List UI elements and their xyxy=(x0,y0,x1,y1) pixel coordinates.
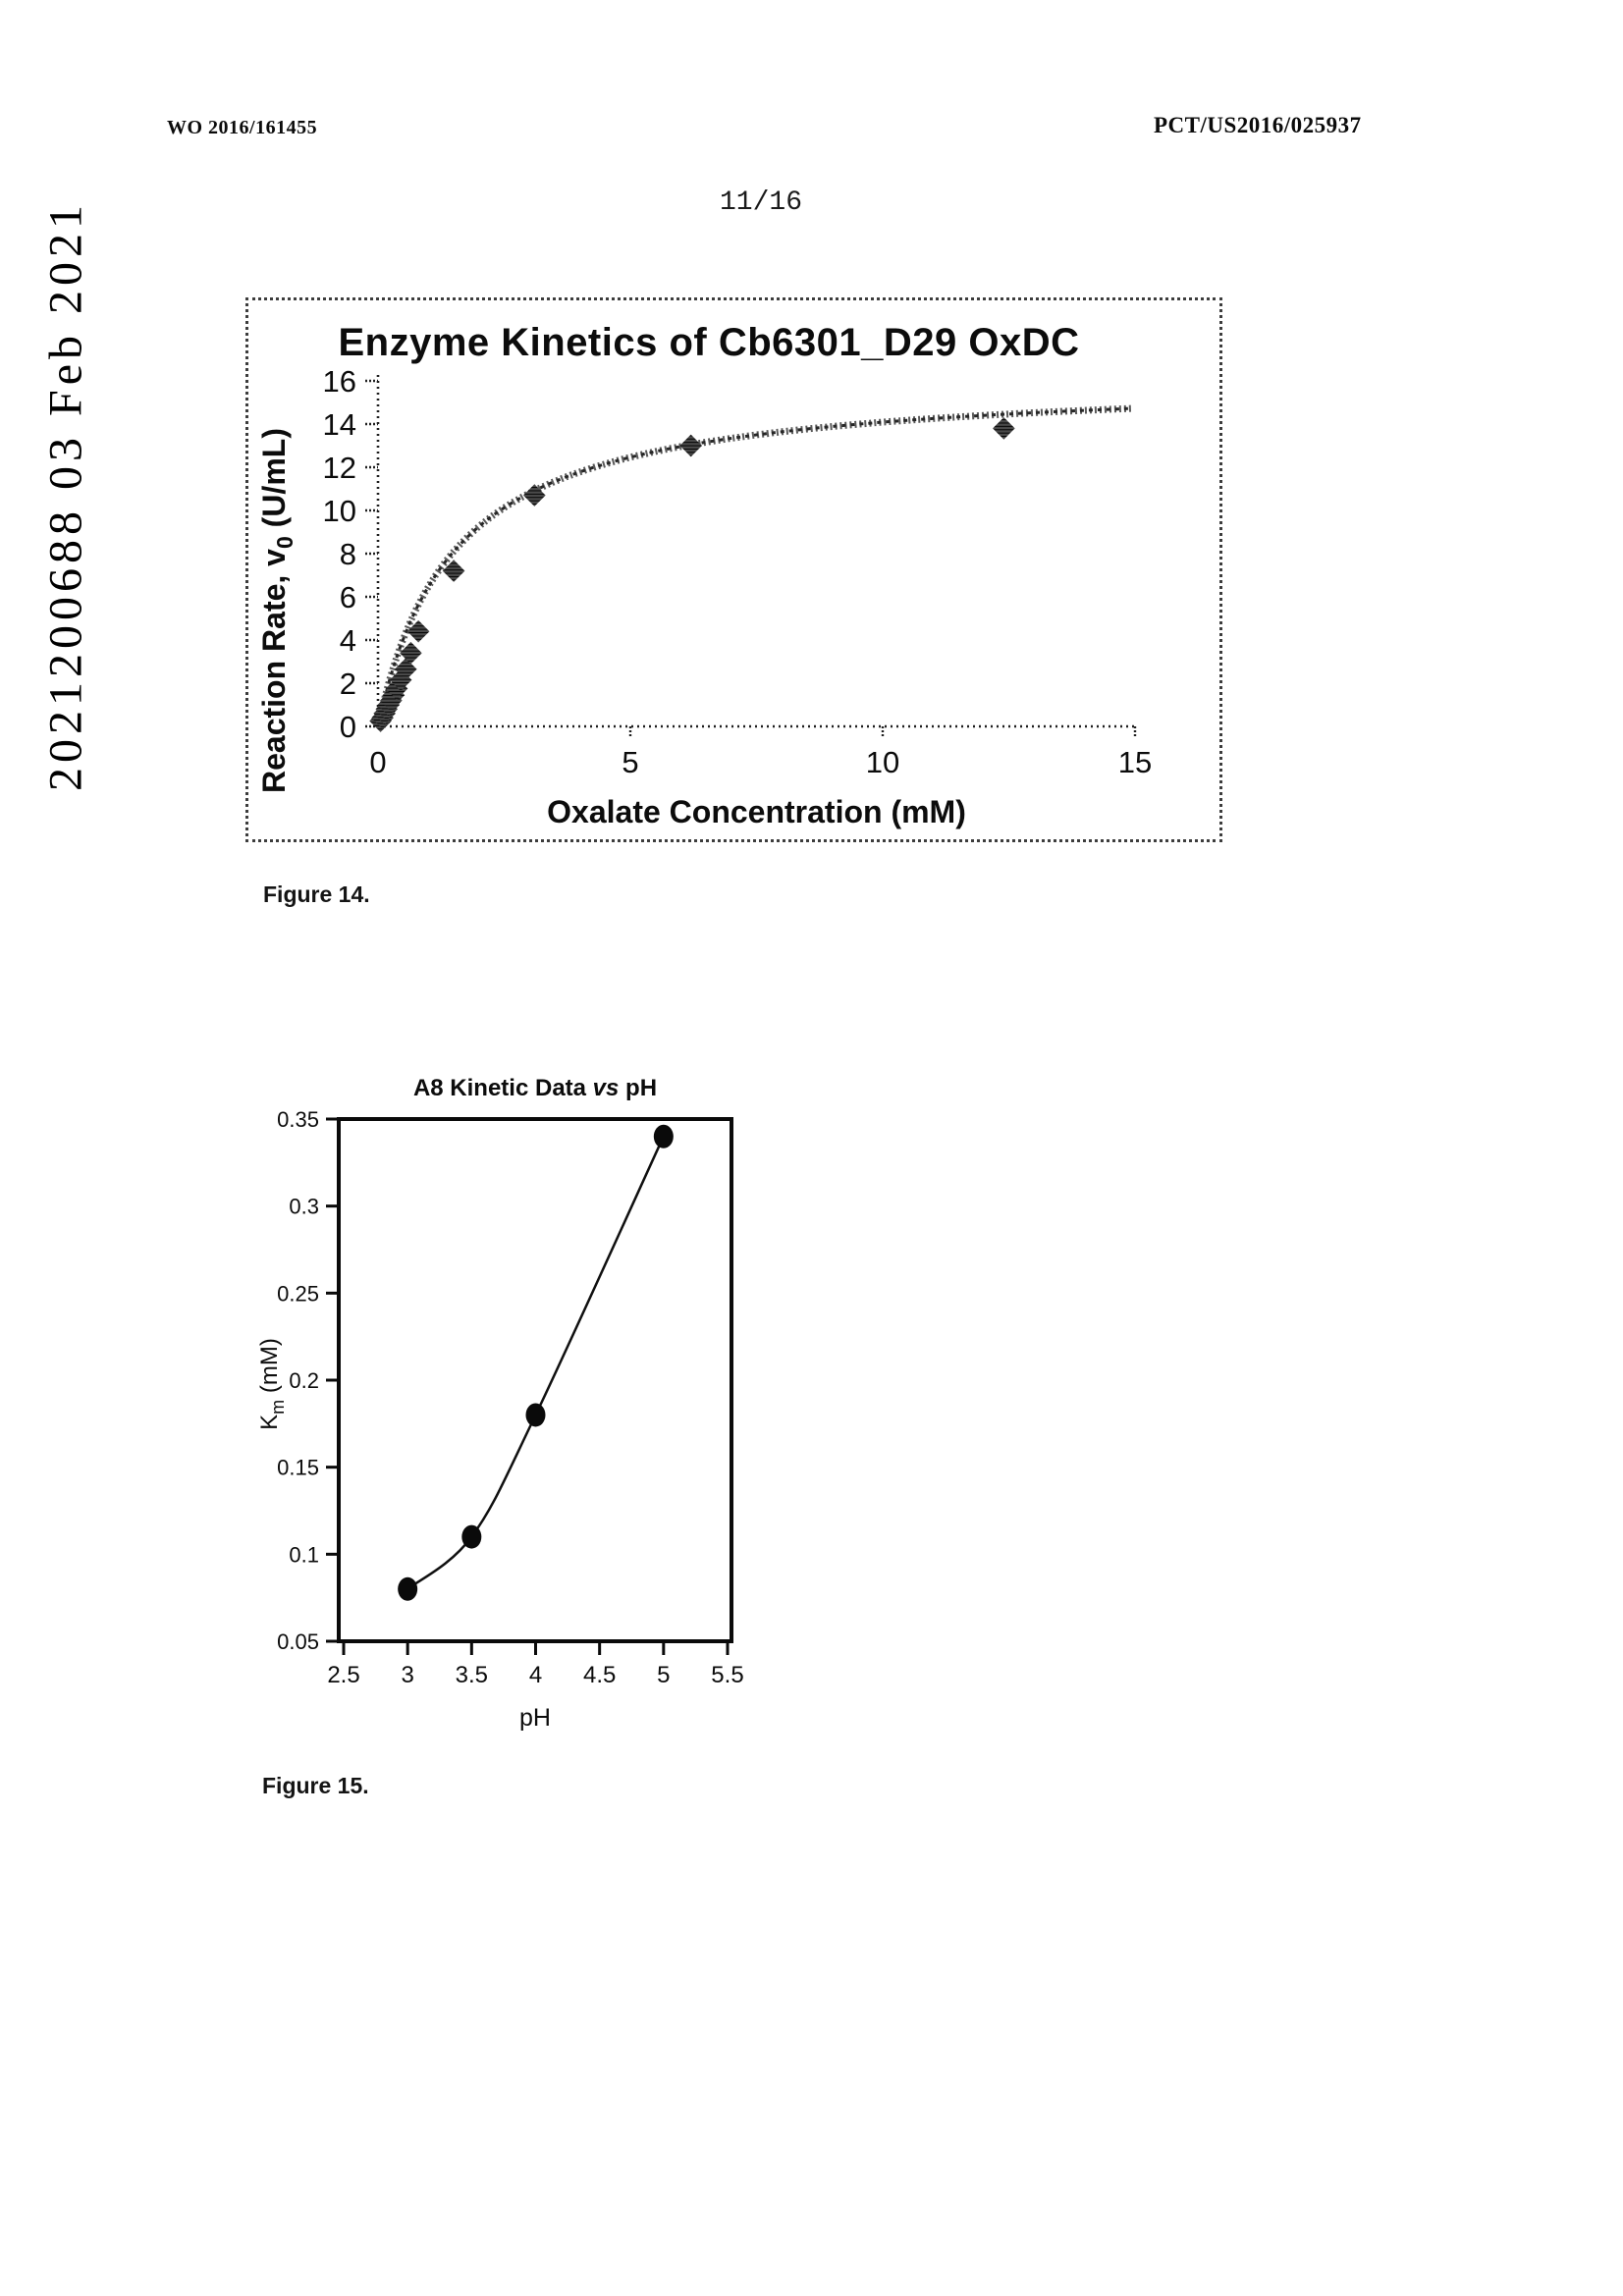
fig15-plot-box xyxy=(339,1119,731,1641)
fig14-y-tick-label: 10 xyxy=(322,494,356,528)
fig15-data-point xyxy=(654,1125,674,1148)
fig14-x-tick-label: 0 xyxy=(369,745,387,779)
fig14-title: Enzyme Kinetics of Cb6301_D29 OxDC xyxy=(338,321,1080,364)
fig15-x-tick-label: 4.5 xyxy=(582,1662,617,1688)
fig15-x-axis-label: pH xyxy=(519,1704,551,1732)
fig15-y-tick-label: 0.25 xyxy=(277,1281,319,1307)
fig14-data-point xyxy=(679,435,702,457)
fig14-y-axis-label: Reaction Rate, $v_0$ (U/mL) xyxy=(256,428,298,793)
fig14-y-tick-label: 12 xyxy=(322,451,356,485)
fig15-data-point xyxy=(398,1577,417,1601)
fig15-x-tick-label: 5 xyxy=(657,1662,671,1688)
side-annotation: 2021200688 03 Feb 2021 xyxy=(39,200,92,791)
fig14-y-tick-label: 6 xyxy=(339,580,356,614)
fig15-data-point xyxy=(461,1525,481,1549)
fig15-y-tick-label: 0.35 xyxy=(277,1107,319,1133)
fig15-x-tick-label: 2.5 xyxy=(327,1662,360,1688)
fig15-x-tick-label: 5.5 xyxy=(711,1662,744,1688)
fig15-x-tick-label: 3 xyxy=(401,1662,414,1688)
fig15-title: A8 Kinetic Data vs pH xyxy=(412,1075,658,1101)
fig15-y-tick-label: 0.05 xyxy=(277,1629,319,1654)
figure-15-caption: Figure 15. xyxy=(262,1773,369,1798)
figure-14-caption: Figure 14. xyxy=(263,881,370,907)
fig15-data-point xyxy=(525,1403,545,1426)
fig14-x-tick-label: 5 xyxy=(622,745,639,779)
sheet-page-number: 11/16 xyxy=(720,187,803,218)
fig14-y-tick-label: 2 xyxy=(339,667,356,701)
fig15-y-tick-label: 0.1 xyxy=(289,1542,319,1568)
fig15-line xyxy=(407,1137,664,1589)
fig14-y-tick-label: 16 xyxy=(322,364,356,399)
fig14-x-tick-label: 10 xyxy=(865,745,900,779)
fig15-y-tick-label: 0.2 xyxy=(289,1368,319,1394)
fig14-data-point xyxy=(993,417,1015,440)
header-application-number: PCT/US2016/025937 xyxy=(1154,113,1362,137)
fig15-x-tick-label: 3.5 xyxy=(455,1662,489,1688)
fig15-y-axis-label: $K_m$ (mM) xyxy=(256,1338,288,1430)
fig15-y-tick-label: 0.3 xyxy=(289,1194,319,1219)
fig14-y-tick-label: 14 xyxy=(322,407,356,442)
fig14-y-tick-label: 8 xyxy=(339,537,356,571)
fig14-x-tick-label: 15 xyxy=(1117,745,1153,779)
fig14-y-tick-label: 4 xyxy=(339,623,356,658)
fig15-y-tick-label: 0.15 xyxy=(277,1455,319,1480)
fig14-y-tick-label: 0 xyxy=(339,710,356,744)
fig14-x-axis-label: Oxalate Concentration (mM) xyxy=(547,794,966,829)
figure-14-chart xyxy=(247,298,1222,840)
fig15-x-tick-label: 4 xyxy=(528,1662,543,1688)
figure-15-chart xyxy=(245,1060,1031,1767)
header-publication-number: WO 2016/161455 xyxy=(167,117,318,138)
fig14-fit-curve xyxy=(380,408,1132,718)
fig14-data-point xyxy=(400,642,422,665)
